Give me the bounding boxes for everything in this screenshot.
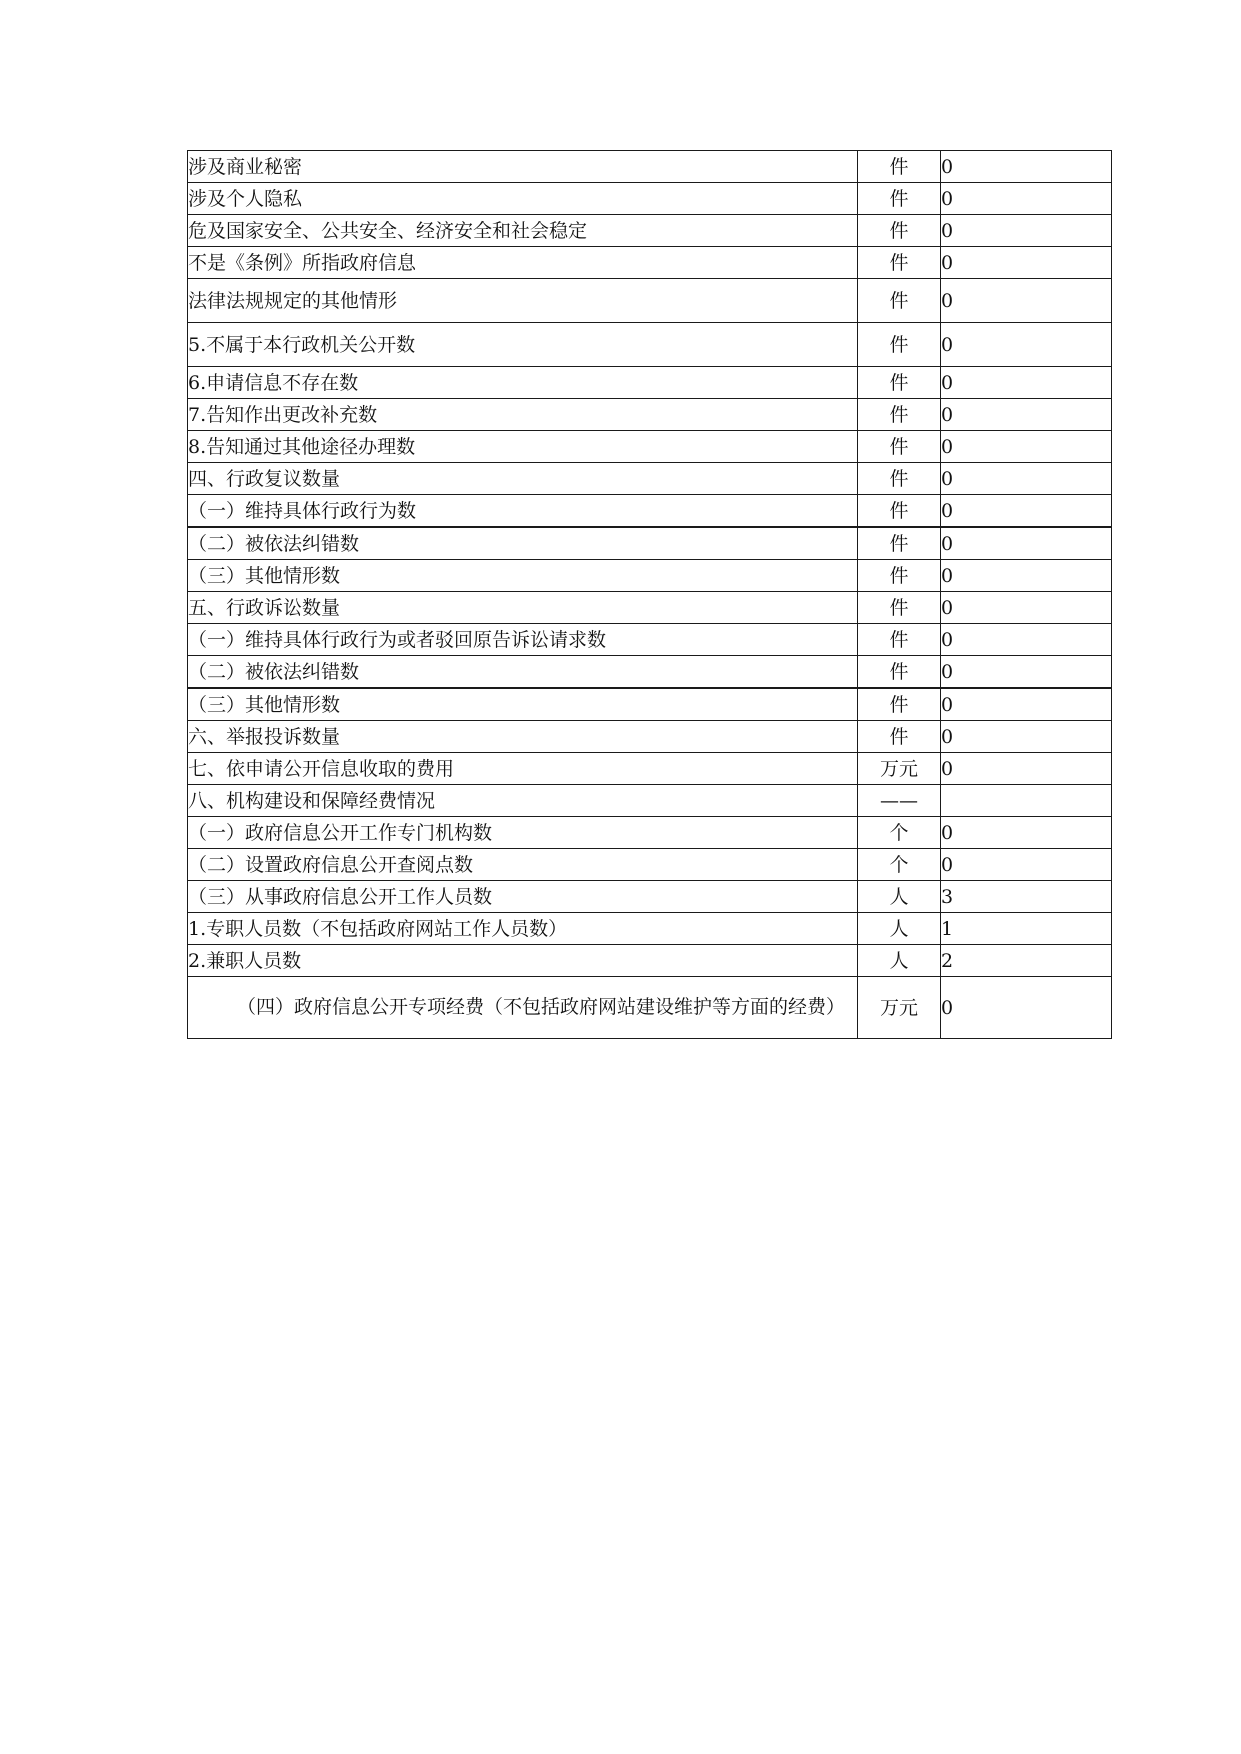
row-value: 0 xyxy=(941,247,1112,279)
table-row xyxy=(188,881,1112,913)
row-value: 0 xyxy=(941,817,1112,849)
table-row xyxy=(188,527,1112,560)
row-item-label: （三）其他情形数 xyxy=(188,560,858,592)
row-value xyxy=(941,785,1112,817)
row-item-label: （四）政府信息公开专项经费（不包括政府网站建设维护等方面的经费） xyxy=(188,977,858,1039)
row-item-label: 不是《条例》所指政府信息 xyxy=(188,247,858,279)
row-unit: 万元 xyxy=(858,753,941,785)
table-row xyxy=(188,279,1112,323)
row-item-label: 八、机构建设和保障经费情况 xyxy=(188,785,858,817)
table-row xyxy=(188,183,1112,215)
table-row xyxy=(188,399,1112,431)
row-value: 0 xyxy=(941,656,1112,689)
row-unit: 件 xyxy=(858,279,941,323)
table-row xyxy=(188,945,1112,977)
table-row xyxy=(188,367,1112,399)
row-value: 0 xyxy=(941,977,1112,1039)
row-unit: 件 xyxy=(858,367,941,399)
table-row xyxy=(188,688,1112,721)
row-item-label: 涉及个人隐私 xyxy=(188,183,858,215)
row-item-label: 6.申请信息不存在数 xyxy=(188,367,858,399)
row-value: 0 xyxy=(941,215,1112,247)
row-value: 0 xyxy=(941,463,1112,495)
table-row xyxy=(188,323,1112,367)
row-value: 0 xyxy=(941,495,1112,528)
table-row xyxy=(188,913,1112,945)
row-unit: 件 xyxy=(858,495,941,528)
table-row xyxy=(188,656,1112,689)
row-value: 0 xyxy=(941,279,1112,323)
row-unit: 件 xyxy=(858,560,941,592)
table-row xyxy=(188,215,1112,247)
row-unit: 个 xyxy=(858,849,941,881)
row-value: 0 xyxy=(941,431,1112,463)
row-value: 0 xyxy=(941,849,1112,881)
table-row xyxy=(188,463,1112,495)
table-row xyxy=(188,151,1112,183)
row-item-label: （二）被依法纠错数 xyxy=(188,656,858,689)
row-value: 0 xyxy=(941,367,1112,399)
row-unit: —— xyxy=(858,785,941,817)
table-row xyxy=(188,624,1112,656)
row-item-label: 六、举报投诉数量 xyxy=(188,721,858,753)
row-unit: 件 xyxy=(858,688,941,721)
row-item-label: 涉及商业秘密 xyxy=(188,151,858,183)
row-item-label: 七、依申请公开信息收取的费用 xyxy=(188,753,858,785)
row-item-label: 五、行政诉讼数量 xyxy=(188,592,858,624)
row-item-label: 5.不属于本行政机关公开数 xyxy=(188,323,858,367)
row-unit: 件 xyxy=(858,247,941,279)
row-unit: 件 xyxy=(858,624,941,656)
table-row xyxy=(188,495,1112,528)
row-unit: 人 xyxy=(858,945,941,977)
row-value: 0 xyxy=(941,688,1112,721)
row-item-label: 7.告知作出更改补充数 xyxy=(188,399,858,431)
row-value: 1 xyxy=(941,913,1112,945)
table-row xyxy=(188,721,1112,753)
row-item-label: 8.告知通过其他途径办理数 xyxy=(188,431,858,463)
row-unit: 件 xyxy=(858,592,941,624)
row-value: 0 xyxy=(941,624,1112,656)
row-value: 0 xyxy=(941,721,1112,753)
row-item-label: （一）维持具体行政行为数 xyxy=(188,495,858,528)
table-row xyxy=(188,849,1112,881)
row-item-label: 危及国家安全、公共安全、经济安全和社会稳定 xyxy=(188,215,858,247)
row-item-label: 2.兼职人员数 xyxy=(188,945,858,977)
row-item-label: 法律法规规定的其他情形 xyxy=(188,279,858,323)
row-unit: 件 xyxy=(858,215,941,247)
row-value: 0 xyxy=(941,151,1112,183)
row-item-label: 四、行政复议数量 xyxy=(188,463,858,495)
table-row xyxy=(188,592,1112,624)
row-item-label: 1.专职人员数（不包括政府网站工作人员数） xyxy=(188,913,858,945)
row-item-label: （二）被依法纠错数 xyxy=(188,527,858,560)
row-value: 0 xyxy=(941,183,1112,215)
row-unit: 人 xyxy=(858,881,941,913)
row-value: 3 xyxy=(941,881,1112,913)
row-item-label: （三）其他情形数 xyxy=(188,688,858,721)
statistics-table xyxy=(187,150,1112,1039)
row-unit: 件 xyxy=(858,399,941,431)
table-row xyxy=(188,753,1112,785)
table-row xyxy=(188,560,1112,592)
row-item-label: （二）设置政府信息公开查阅点数 xyxy=(188,849,858,881)
row-unit: 件 xyxy=(858,527,941,560)
row-value: 0 xyxy=(941,323,1112,367)
row-unit: 件 xyxy=(858,323,941,367)
row-item-label: （一）政府信息公开工作专门机构数 xyxy=(188,817,858,849)
row-unit: 件 xyxy=(858,656,941,689)
row-value: 0 xyxy=(941,753,1112,785)
table-row xyxy=(188,785,1112,817)
row-unit: 件 xyxy=(858,721,941,753)
row-value: 0 xyxy=(941,527,1112,560)
row-unit: 件 xyxy=(858,431,941,463)
row-unit: 件 xyxy=(858,151,941,183)
table-row xyxy=(188,977,1112,1039)
table-row xyxy=(188,247,1112,279)
row-unit: 件 xyxy=(858,463,941,495)
row-unit: 个 xyxy=(858,817,941,849)
row-value: 0 xyxy=(941,560,1112,592)
row-value: 0 xyxy=(941,399,1112,431)
table-row xyxy=(188,431,1112,463)
table-row xyxy=(188,817,1112,849)
row-value: 2 xyxy=(941,945,1112,977)
row-unit: 件 xyxy=(858,183,941,215)
row-item-label: （一）维持具体行政行为或者驳回原告诉讼请求数 xyxy=(188,624,858,656)
row-unit: 万元 xyxy=(858,977,941,1039)
row-value: 0 xyxy=(941,592,1112,624)
row-unit: 人 xyxy=(858,913,941,945)
row-item-label: （三）从事政府信息公开工作人员数 xyxy=(188,881,858,913)
